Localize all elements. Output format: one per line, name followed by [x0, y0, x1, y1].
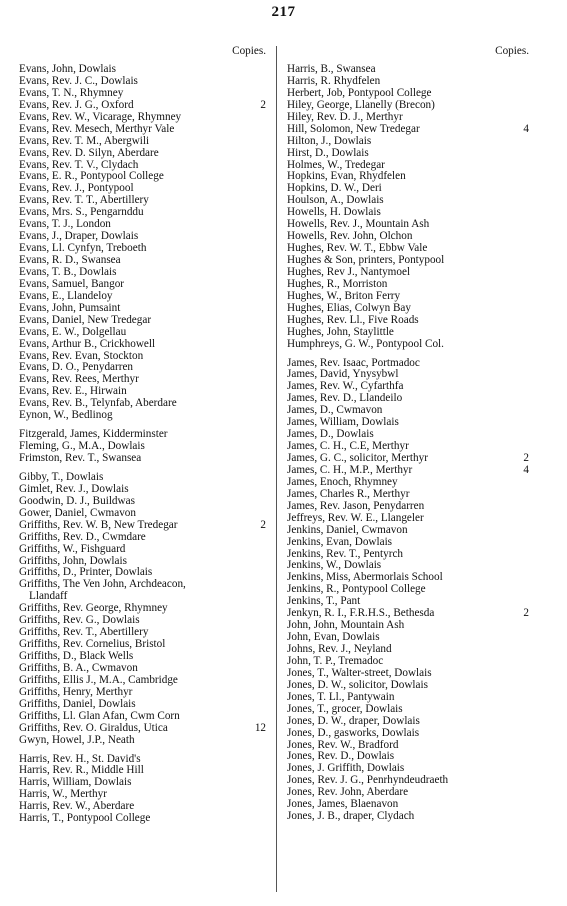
- subscriber-name: Gwyn, Howel, J.P., Neath: [19, 733, 135, 746]
- subscriber-name: Evans, John, Pumsaint: [19, 301, 121, 314]
- subscriber-name: James, Rev. D., Llandeilo: [287, 392, 403, 405]
- subscriber-name: Hiley, Rev. D. J., Merthyr: [287, 110, 403, 123]
- subscriber-name: Hughes, Elias, Colwyn Bay: [287, 301, 411, 314]
- subscriber-name: Griffiths, B. A., Cwmavon: [19, 661, 138, 674]
- subscriber-column-left: [19, 46, 266, 825]
- subscriber-name: Evans, Rev. T. V., Clydach: [19, 158, 139, 171]
- subscriber-name: Evans, John, Dowlais: [19, 63, 116, 75]
- subscriber-name: Hughes, Rev. W. T., Ebbw Vale: [287, 242, 428, 255]
- subscriber-name: Harris, T., Pontypool College: [19, 812, 151, 825]
- subscriber-name: Jones, T., grocer, Dowlais: [287, 702, 403, 715]
- subscriber-name: Eynon, W., Bedlinog: [19, 409, 113, 422]
- subscriber-name: Griffiths, W., Fishguard: [19, 542, 126, 555]
- subscriber-name: Howells, H. Dowlais: [287, 206, 381, 219]
- subscriber-name: Houlson, A., Dowlais: [287, 194, 384, 207]
- copies-count: 4: [523, 122, 529, 135]
- subscriber-entry: [19, 453, 266, 465]
- subscriber-entry: [287, 339, 529, 351]
- subscriber-name: Griffiths, John, Dowlais: [19, 554, 127, 567]
- subscriber-name: James, G. C., solicitor, Merthyr: [287, 452, 428, 464]
- subscriber-name: Evans, Rev. J., Pontypool: [19, 182, 134, 195]
- subscriber-name: Harris, W., Merthyr: [19, 788, 107, 801]
- subscriber-name: Hughes, W., Briton Ferry: [287, 289, 401, 302]
- subscriber-name: Frimston, Rev. T., Swansea: [19, 452, 142, 464]
- subscriber-name: Hughes, R., Morriston: [287, 277, 388, 290]
- copies-header: Copies.: [495, 45, 529, 57]
- subscriber-name: Gower, Daniel, Cwmavon: [19, 506, 136, 519]
- subscriber-name: Howells, Rev. John, Olchon: [287, 230, 413, 243]
- subscriber-name: Jones, Rev. D., Dowlais: [287, 750, 395, 763]
- subscriber-name: Evans, J., Draper, Dowlais: [19, 230, 139, 243]
- copies-count: 2: [260, 98, 266, 111]
- subscriber-name: Jones, J. B., draper, Clydach: [287, 810, 415, 823]
- subscriber-name: Fleming, G., M.A., Dowlais: [19, 440, 145, 453]
- subscriber-name: Holmes, W., Tredegar: [287, 158, 385, 171]
- subscriber-name: Harris, Rev. R., Middle Hill: [19, 764, 144, 777]
- subscriber-name: Herbert, Job, Pontypool College: [287, 86, 432, 99]
- subscriber-name: Jenkins, R., Pontypool College: [287, 583, 426, 596]
- subscriber-name: Evans, Rev. W., Vicarage, Rhymney: [19, 110, 182, 123]
- subscriber-name: James, C. H., M.P., Merthyr: [287, 463, 413, 476]
- subscriber-name: James, Enoch, Rhymney: [287, 475, 398, 488]
- subscriber-name: Evans, R. D., Swansea: [19, 254, 121, 266]
- subscriber-name: Evans, T. N., Rhymney: [19, 86, 124, 99]
- subscriber-name: Jones, Rev. J. G., Penrhyndeudraeth: [287, 774, 449, 787]
- subscriber-list: [19, 64, 266, 825]
- subscriber-name: James, Rev. Jason, Penydarren: [287, 499, 425, 512]
- subscriber-name: Jenkins, T., Pant: [287, 595, 361, 608]
- subscriber-name: Evans, Samuel, Bangor: [19, 277, 125, 290]
- subscriber-name: Evans, Rev. J. C., Dowlais: [19, 74, 138, 87]
- subscriber-name: Evans, Rev. T. T., Abertillery: [19, 194, 149, 207]
- copies-header: Copies.: [232, 45, 266, 57]
- subscriber-name: Griffiths, Ll. Glan Afan, Cwm Corn: [19, 709, 180, 722]
- subscriber-name: James, William, Dowlais: [287, 416, 399, 429]
- copies-count: 2: [260, 518, 266, 531]
- subscriber-name: Evans, Rev. Evan, Stockton: [19, 349, 144, 362]
- subscriber-name: Gimlet, Rev. J., Dowlais: [19, 482, 129, 495]
- subscriber-name: Evans, Rev. D. Silyn, Aberdare: [19, 146, 159, 159]
- subscriber-name: James, Rev. Isaac, Portmadoc: [287, 356, 420, 369]
- subscriber-name: John, John, Mountain Ash: [287, 619, 405, 632]
- subscriber-name: Evans, Rev. E., Hirwain: [19, 385, 127, 398]
- subscriber-list: [287, 64, 529, 823]
- subscriber-name: Evans, E., Llandeloy: [19, 289, 113, 302]
- subscriber-name: Evans, Rev. B., Telynfab, Aberdare: [19, 397, 177, 410]
- subscriber-name: Harris, B., Swansea: [287, 63, 376, 75]
- page-number: 217: [271, 4, 296, 20]
- subscriber-name: Jeffreys, Rev. W. E., Llangeler: [287, 511, 424, 524]
- subscriber-name: James, D., Dowlais: [287, 428, 374, 441]
- subscriber-name: Evans, E. R., Pontypool College: [19, 170, 164, 183]
- subscriber-name: John, T. P., Tremadoc: [287, 654, 384, 667]
- subscriber-name: Griffiths, Henry, Merthyr: [19, 685, 133, 698]
- subscriber-name: James, Charles R., Merthyr: [287, 487, 410, 500]
- subscriber-name: Jones, T. Ll., Pantywain: [287, 690, 395, 703]
- subscriber-name: James, David, Ynysybwl: [287, 368, 399, 381]
- subscriber-name: Evans, D. O., Penydarren: [19, 361, 134, 374]
- subscriber-name: Harris, Rev. H., St. David's: [19, 752, 141, 765]
- subscriber-name: Jones, Rev. John, Aberdare: [287, 786, 409, 799]
- subscriber-name: Harris, R. Rhydfelen: [287, 74, 381, 87]
- subscriber-name: Jenkins, Daniel, Cwmavon: [287, 523, 408, 536]
- subscriber-name: Hughes, Rev. Ll., Five Roads: [287, 313, 419, 326]
- subscriber-name: Hill, Solomon, New Tredegar: [287, 122, 420, 135]
- subscriber-name: Hopkins, D. W., Deri: [287, 182, 382, 195]
- subscriber-name: Hopkins, Evan, Rhydfelen: [287, 170, 406, 183]
- subscriber-name: James, C. H., C.E, Merthyr: [287, 440, 409, 453]
- subscriber-entry: [19, 410, 266, 422]
- subscriber-name: Hiley, George, Llanelly (Brecon): [287, 98, 435, 111]
- subscriber-name: Griffiths, Rev. D., Cwmdare: [19, 530, 146, 543]
- copies-count: 4: [523, 463, 529, 476]
- subscriber-name: Evans, T. J., London: [19, 218, 111, 231]
- subscriber-name: Griffiths, Rev. W. B, New Tredegar: [19, 518, 178, 531]
- subscriber-name: Goodwin, D. J., Buildwas: [19, 494, 135, 507]
- subscriber-name: Hughes, Rev J., Nantymoel: [287, 265, 411, 278]
- subscriber-name: Hughes & Son, printers, Pontypool: [287, 254, 445, 266]
- subscriber-name: Griffiths, Rev. G., Dowlais: [19, 614, 140, 627]
- copies-count: 12: [254, 721, 266, 734]
- subscriber-name: Humphreys, G. W., Pontypool Col.: [287, 337, 444, 350]
- subscriber-name: James, D., Cwmavon: [287, 404, 383, 417]
- subscriber-name: Griffiths, Rev. O. Giraldus, Utica: [19, 721, 168, 734]
- subscriber-name: Evans, Rev. Rees, Merthyr: [19, 373, 139, 386]
- subscriber-name: Griffiths, The Ven John, Archdeacon,: [19, 578, 186, 591]
- subscriber-name: Evans, Ll. Cynfyn, Treboeth: [19, 242, 147, 255]
- subscriber-name: Jones, Rev. W., Bradford: [287, 738, 399, 751]
- subscriber-name: Harris, Rev. W., Aberdare: [19, 800, 135, 813]
- subscriber-entry: [19, 735, 266, 747]
- subscriber-name: Jenkins, W., Dowlais: [287, 559, 382, 572]
- subscriber-name: Griffiths, Rev. T., Abertillery: [19, 626, 149, 639]
- subscriber-name: Johns, Rev. J., Neyland: [287, 643, 392, 655]
- subscriber-name: Jenkins, Miss, Abermorlais School: [287, 571, 443, 584]
- subscriber-name: Gibby, T., Dowlais: [19, 470, 104, 483]
- subscriber-name: Jones, T., Walter-street, Dowlais: [287, 666, 432, 679]
- subscriber-name: Jones, D. W., draper, Dowlais: [287, 714, 420, 727]
- subscriber-name: Fitzgerald, James, Kidderminster: [19, 428, 168, 441]
- subscriber-name: Griffiths, Rev. George, Rhymney: [19, 602, 168, 615]
- subscriber-name: John, Evan, Dowlais: [287, 631, 380, 644]
- subscriber-name: Griffiths, D., Printer, Dowlais: [19, 566, 153, 579]
- subscriber-name: Jones, D. W., solicitor, Dowlais: [287, 678, 428, 691]
- subscriber-name: Jones, J. Griffith, Dowlais: [287, 762, 405, 775]
- subscriber-entry: [19, 813, 266, 825]
- subscriber-name: Hirst, D., Dowlais: [287, 146, 369, 159]
- subscriber-name: Evans, E. W., Dolgellau: [19, 325, 127, 338]
- subscriber-name: Evans, Rev. Mesech, Merthyr Vale: [19, 122, 175, 135]
- subscriber-column-right: [287, 46, 529, 823]
- subscriber-name: Evans, Rev. T. M., Abergwili: [19, 134, 150, 147]
- subscriber-name: Jenkins, Evan, Dowlais: [287, 535, 393, 548]
- subscriber-name: Jenkyn, R. I., F.R.H.S., Bethesda: [287, 607, 435, 620]
- subscriber-name: Hughes, John, Staylittle: [287, 325, 394, 338]
- subscriber-name: Griffiths, Daniel, Dowlais: [19, 697, 136, 710]
- subscriber-name: Jones, D., gasworks, Dowlais: [287, 726, 420, 739]
- copies-count: 2: [523, 452, 529, 464]
- subscriber-name: Evans, T. B., Dowlais: [19, 265, 117, 278]
- subscriber-name: Harris, William, Dowlais: [19, 776, 132, 789]
- subscriber-name: Evans, Daniel, New Tredegar: [19, 313, 152, 326]
- subscriber-name: Jenkins, Rev. T., Pentyrch: [287, 547, 404, 560]
- subscriber-name: James, Rev. W., Cyfarthfa: [287, 380, 404, 393]
- subscriber-name: Evans, Rev. J. G., Oxford: [19, 98, 134, 111]
- subscriber-name: Hilton, J., Dowlais: [287, 134, 372, 147]
- subscriber-name: Griffiths, Ellis J., M.A., Cambridge: [19, 673, 178, 686]
- subscriber-name: Jones, James, Blaenavon: [287, 798, 399, 811]
- column-divider: [276, 46, 277, 892]
- subscriber-name: Griffiths, Rev. Cornelius, Bristol: [19, 638, 166, 651]
- subscriber-name: Griffiths, D., Black Wells: [19, 650, 134, 662]
- subscriber-name: Llandaff: [29, 590, 68, 603]
- subscriber-name: Evans, Mrs. S., Pengarnddu: [19, 206, 144, 219]
- subscriber-name: Evans, Arthur B., Crickhowell: [19, 337, 156, 350]
- subscriber-entry: [287, 811, 529, 823]
- subscriber-name: Howells, Rev. J., Mountain Ash: [287, 218, 430, 231]
- copies-count: 2: [523, 607, 529, 620]
